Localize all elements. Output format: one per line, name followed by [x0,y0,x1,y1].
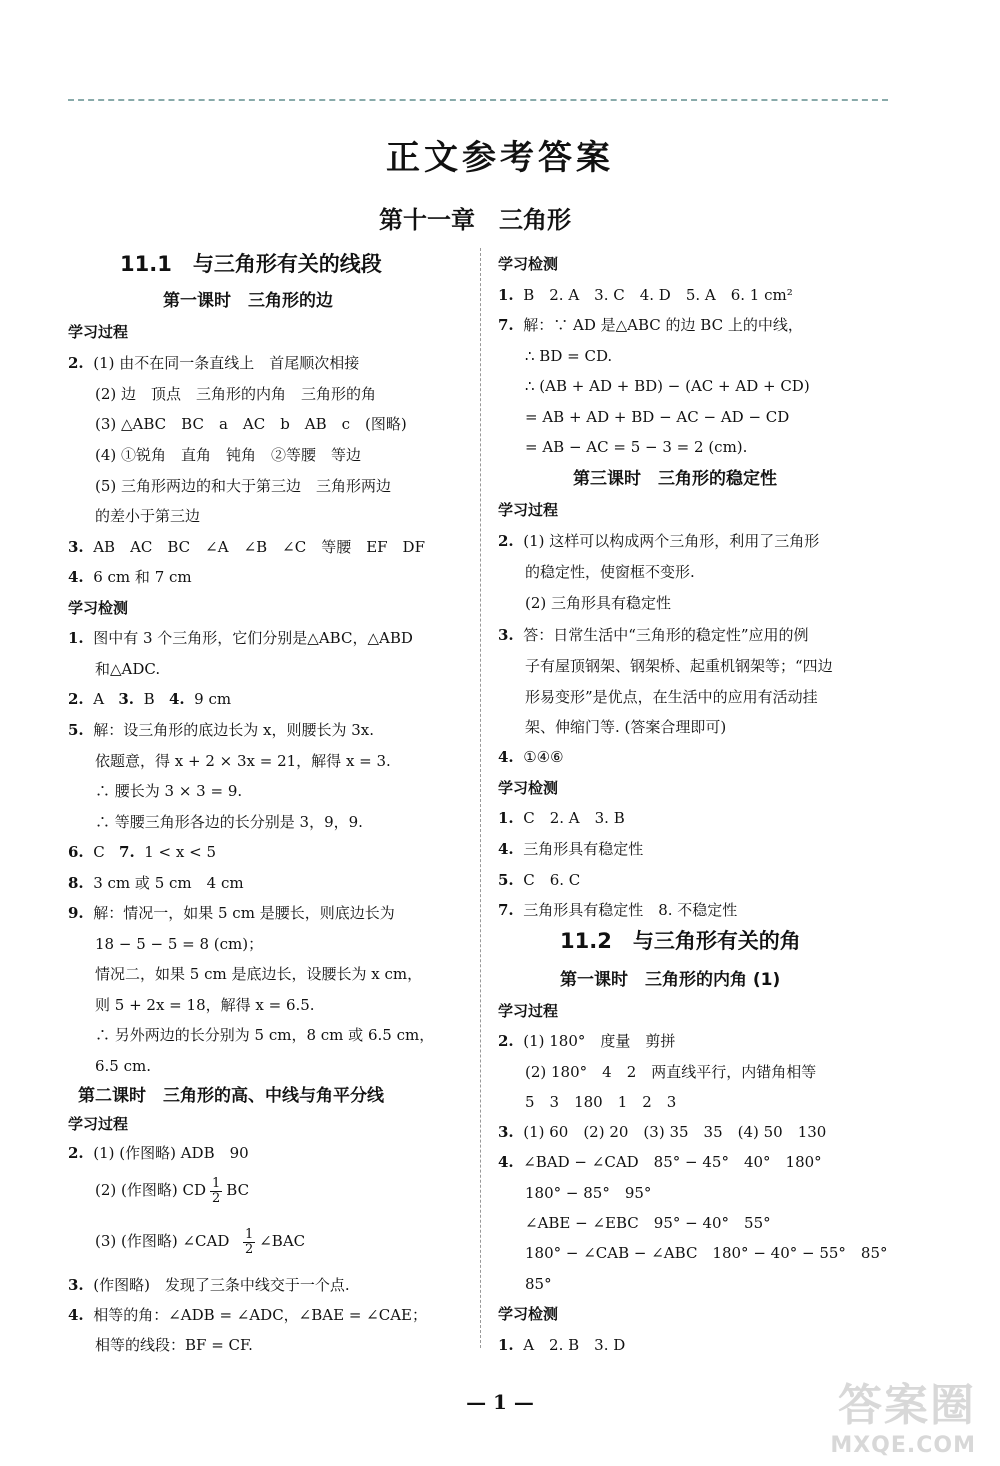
lesson-title: 第一课时 三角形的边 [163,291,333,311]
section-heading: 学习过程 [68,1115,129,1133]
section-heading: 学习检测 [68,599,129,617]
answer-line: 架、伸缩门等. (答案合理即可) [525,718,727,736]
answer-line: = AB − AC = 5 − 3 = 2 (cm). [525,438,748,456]
answer-line: 7. 三角形具有稳定性 8. 不稳定性 [498,901,738,919]
answer-line: 6. C 7. 1 < x < 5 [68,843,216,861]
fraction: $\frac{1}{2}$ [212,1175,221,1206]
answer-line: 5 3 180 1 2 3 [525,1093,677,1111]
answer-line: 1. 图中有 3 个三角形，它们分别是△ABC，△ABD [68,629,413,647]
answer-line: (2) 三角形具有稳定性 [525,594,672,612]
column-divider [480,248,481,1348]
answer-line: 的稳定性，使窗框不变形. [525,563,695,581]
answer-line: 2. (1) 这样可以构成两个三角形，利用了三角形 [498,532,820,550]
answer-line: 3. 答：日常生活中“三角形的稳定性”应用的例 [498,626,809,644]
answer-line: ∴ 另外两边的长分别为 5 cm，8 cm 或 6.5 cm， [95,1026,435,1044]
answer-line: 3. (作图略) 发现了三条中线交于一个点. [68,1276,350,1294]
section-heading: 学习检测 [498,1305,559,1323]
answer-line: 6.5 cm. [95,1057,152,1075]
answer-line: ∴ 腰长为 3 × 3 = 9. [95,782,243,800]
answer-line: 相等的线段：BF = CF. [95,1336,253,1354]
answer-line: 2. (1) 180° 度量 剪拼 [498,1032,676,1050]
answer-line: 5. C 6. C [498,871,581,889]
answer-line: (3) △ABC BC a AC b AB c (图略) [95,415,407,433]
lesson-title: 第一课时 三角形的内角 (1) [560,970,781,990]
fraction: $\frac{1}{2}$ [244,1226,254,1257]
top-dashed-rule [68,99,888,101]
lesson-title: 第二课时 三角形的高、中线与角平分线 [78,1086,384,1106]
answer-line: 形易变形”是优点，在生活中的应用有活动挂 [525,688,818,706]
answer-line: 3. (1) 60 (2) 20 (3) 35 35 (4) 50 130 [498,1123,827,1141]
answer-line: 子有屋顶钢架、钢架桥、起重机钢架等；“四边 [525,657,833,675]
answer-line: 5. 解：设三角形的底边长为 x，则腰长为 3x. [68,721,374,739]
answer-line: 的差小于第三边 [95,507,201,525]
answer-line: 3. AB AC BC ∠A ∠B ∠C 等腰 EF DF [68,538,425,556]
answer-line: (5) 三角形两边的和大于第三边 三角形两边 [95,477,392,495]
answer-line: 则 5 + 2x = 18，解得 x = 6.5. [95,996,315,1014]
section-title-11-1: 11.1 与三角形有关的线段 [120,252,382,276]
answer-line: 2. (1) (作图略) ADB 90 [68,1144,249,1162]
answer-line: ∠ABE − ∠EBC 95° − 40° 55° [525,1214,771,1232]
watermark-text: 答案圈 [838,1380,976,1431]
answer-line: 85° [525,1275,552,1293]
answer-line: 4. 6 cm 和 7 cm [68,568,192,586]
answer-line: 7. 解：∵ AD 是△ABC 的边 BC 上的中线， [498,316,803,334]
answer-line: ∴ (AB + AD + BD) − (AC + AD + CD) [525,377,810,395]
answer-line: = AB + AD + BD − AC − AD − CD [525,408,790,426]
answer-line: 1. A 2. B 3. D [498,1336,626,1354]
answer-line: 2. (1) 由不在同一条直线上 首尾顺次相接 [68,354,360,372]
answer-line: 2. A 3. B 4. 9 cm [68,690,232,708]
lesson-title: 第三课时 三角形的稳定性 [573,469,777,489]
answer-line: (2) 180° 4 2 两直线平行，内错角相等 [525,1063,817,1081]
answer-line: (2) (作图略) CD $\frac{1}{2}$ BC [95,1175,250,1206]
answer-line: 180° − ∠CAB − ∠ABC 180° − 40° − 55° 85° [525,1244,888,1262]
answer-line: 9. 解：情况一，如果 5 cm 是腰长，则底边长为 [68,904,395,922]
answer-line: 180° − 85° 95° [525,1184,652,1202]
answer-line: 4. ①④⑥ [498,748,564,766]
section-heading: 学习过程 [498,1002,559,1020]
answer-line: (4) ①锐角 直角 钝角 ②等腰 等边 [95,446,362,464]
chapter-title: 第十一章 三角形 [379,206,571,234]
page-title: 正文参考答案 [386,138,614,178]
answer-line: 18 − 5 − 5 = 8 (cm)； [95,935,264,953]
answer-line: (3) (作图略) ∠CAD $\frac{1}{2}$ ∠BAC [95,1226,306,1257]
watermark-logo [830,1369,976,1458]
section-heading: 学习检测 [498,779,559,797]
watermark-url: MXQE.COM [830,1433,976,1458]
answer-line: 1. C 2. A 3. B [498,809,625,827]
answer-line: ∴ 等腰三角形各边的长分别是 3，9，9. [95,813,363,831]
section-title-11-2: 11.2 与三角形有关的角 [560,929,801,953]
section-heading: 学习检测 [498,255,559,273]
section-heading: 学习过程 [68,323,129,341]
answer-line: 4. ∠BAD − ∠CAD 85° − 45° 40° 180° [498,1153,822,1171]
answer-line: 依题意，得 x + 2 × 3x = 21，解得 x = 3. [95,752,391,770]
answer-line: 情况二，如果 5 cm 是底边长，设腰长为 x cm， [95,965,423,983]
answer-line: 4. 相等的角：∠ADB = ∠ADC，∠BAE = ∠CAE； [68,1306,427,1324]
answer-line: 4. 三角形具有稳定性 [498,840,644,858]
section-heading: 学习过程 [498,501,559,519]
answer-line: 和△ADC. [95,660,161,678]
answer-line: 1. B 2. A 3. C 4. D 5. A 6. 1 cm² [498,286,793,304]
answer-line: (2) 边 顶点 三角形的内角 三角形的角 [95,385,377,403]
answer-line: ∴ BD = CD. [525,347,613,365]
page-number: — 1 — [466,1390,534,1414]
answer-line: 8. 3 cm 或 5 cm 4 cm [68,874,244,892]
